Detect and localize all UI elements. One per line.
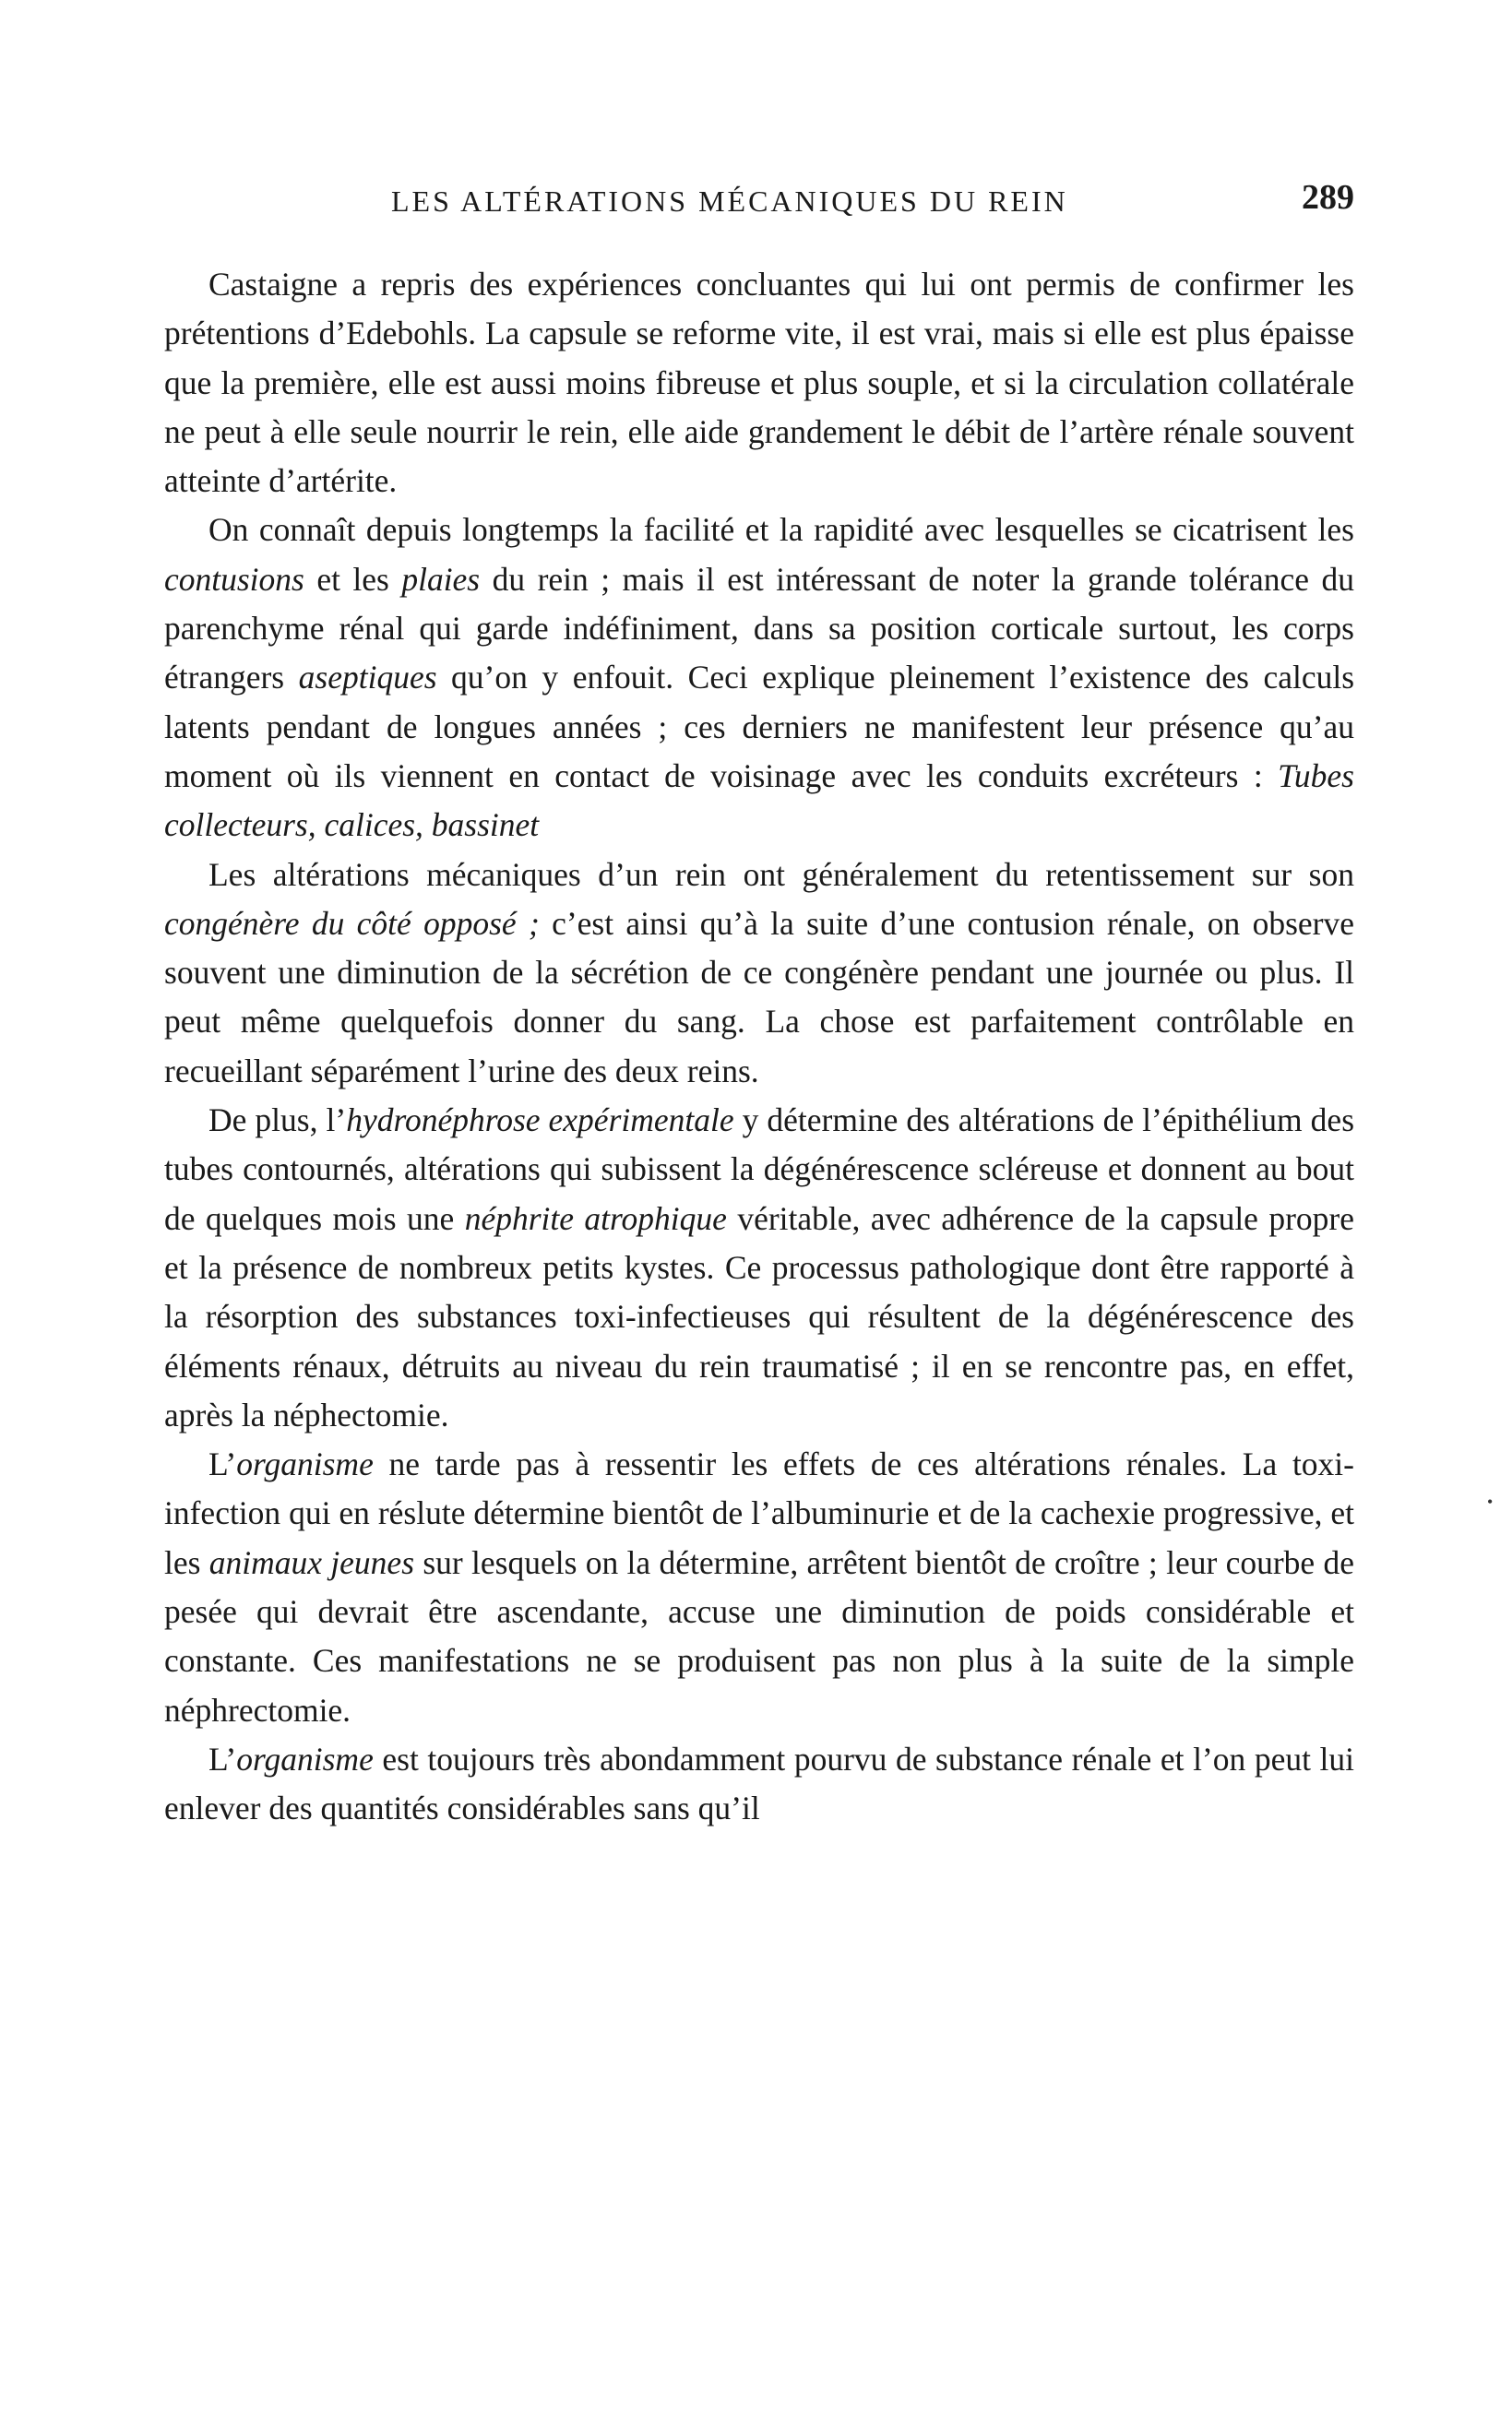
paragraph-3 <box>164 851 1354 1096</box>
paragraph-2 <box>164 506 1354 850</box>
body-text <box>164 260 1354 1834</box>
text-run: est toujours très abondamment pourvu de substance rénale et l’on peut lui enlever des quantités considérables sans qu’il <box>164 1740 1354 1827</box>
italic-term: organisme <box>236 1445 374 1483</box>
text-run: ne tarde pas à ressentir les effets de ces altérations rénales. La toxi-infection qui en réslute détermine bientôt de l’albuminurie et de la cachexie progressive, et les <box>164 1445 1354 1581</box>
paragraph-1 <box>164 260 1354 506</box>
italic-term: organisme <box>236 1740 374 1778</box>
text-run: Les altérations mécaniques d’un rein ont généralement du retentissement sur son <box>208 855 1354 893</box>
italic-term: plaies <box>401 560 481 598</box>
italic-term: aseptiques <box>298 659 437 696</box>
text-run: véritable, avec adhérence de la capsule propre et la présence de nombreux petits kystes. Ce processus pathologique dont être rapporté à la résorption des substances toxi-infectieuses qui résultent de la dégénérescence des éléments rénaux, détruits au niveau du rein traumatisé ; il en se rencontre pas, en effet, après la néphectomie. <box>164 1199 1355 1434</box>
stray-ink-mark: • <box>1487 1493 1494 1511</box>
text-run: On connaît depuis longtemps la facilité et la rapidité avec lesquelles se cicatrisent les <box>208 511 1354 549</box>
text-run: De plus, l’ <box>208 1101 347 1139</box>
italic-term: Tubes collecteurs, calices, bassinet <box>164 756 1354 844</box>
paragraph-6 <box>164 1735 1354 1834</box>
text-run: Castaigne a repris des expériences concluantes qui lui ont permis de confirmer les prétentions d’Edebohls. La capsule se reforme vite, il est vrai, mais si elle est plus épaisse que la première, elle est aussi moins fibreuse et plus souple, et si la circulation collatérale ne peut à elle seule nourrir le rein, elle aide grandement le débit de l’artère rénale souvent atteinte d’artérite. <box>164 266 1354 500</box>
text-run: du rein ; mais il est intéressant de noter la grande tolérance du parenchyme rénal qui garde indéfiniment, dans sa position corticale surtout, les corps étrangers <box>164 560 1354 696</box>
running-title: LES ALTÉRATIONS MÉCANIQUES DU REIN <box>391 184 1068 218</box>
italic-term: contusions <box>164 560 304 598</box>
text-run: L’ <box>208 1740 237 1778</box>
page-number: 289 <box>1302 178 1354 217</box>
text-run: y détermine des altérations de l’épithélium des tubes contournés, altérations qui subissent la dégénérescence scléreuse et donnent au bout de quelques mois une <box>164 1101 1355 1237</box>
italic-term: congénère du côté opposé ; <box>164 904 540 942</box>
text-run: sur lesquels on la détermine, arrêtent bientôt de croître ; leur courbe de pesée qui devrait être ascendante, accuse une diminution de poids considérable et constante. Ces manifestations ne se produisent pas non plus à la suite de la simple néphrectomie. <box>164 1543 1355 1729</box>
text-run: et les <box>304 560 402 598</box>
text-run: L’ <box>208 1445 237 1483</box>
italic-term: hydronéphrose expérimentale <box>346 1101 734 1139</box>
paragraph-5 <box>164 1440 1354 1735</box>
italic-term: animaux jeunes <box>208 1543 415 1581</box>
text-run: c’est ainsi qu’à la suite d’une contusion rénale, on observe souvent une diminution de la sécrétion de ce congénère pendant une journée ou plus. Il peut même quelquefois donner du sang. La chose est parfaitement contrôlable en recueillant séparément l’urine des deux reins. <box>164 904 1355 1089</box>
page-header <box>164 177 1354 232</box>
text-run: qu’on y enfouit. Ceci explique pleinement l’existence des calculs latents pendant de longues années ; ces derniers ne manifestent leur présence qu’au moment où ils viennent en contact de voisinage avec les conduits excréteurs : <box>164 659 1355 794</box>
italic-term: néphrite atrophique <box>464 1199 727 1237</box>
paragraph-4 <box>164 1096 1354 1440</box>
